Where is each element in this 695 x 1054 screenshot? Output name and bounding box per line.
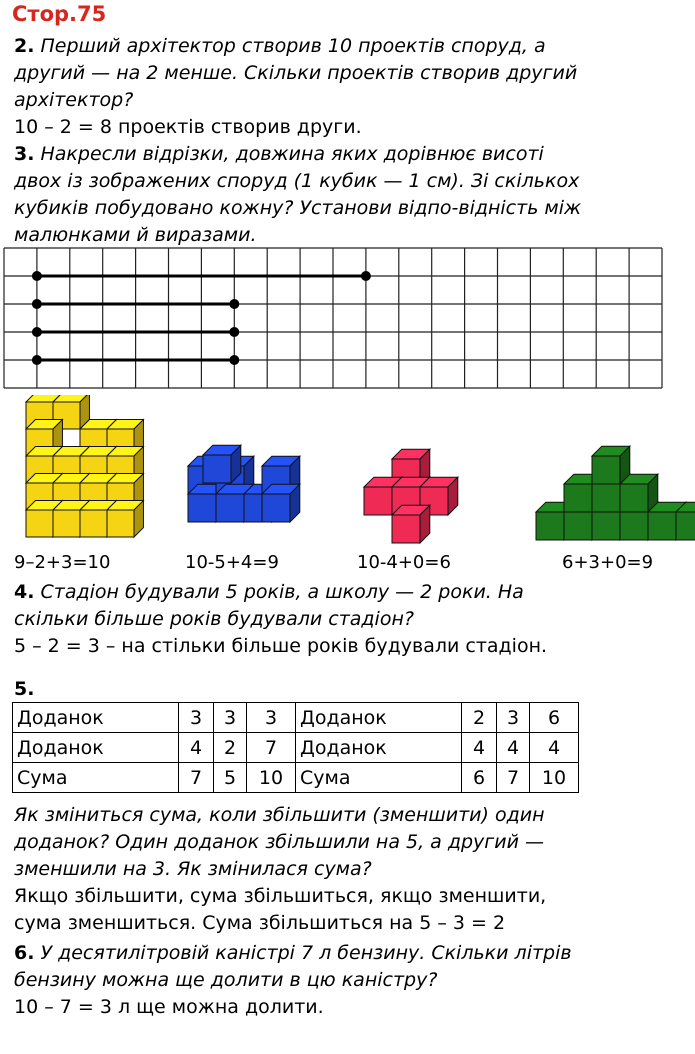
table-cell: 7	[179, 763, 214, 793]
cube-front	[107, 510, 134, 537]
task3-number: 3.	[14, 143, 35, 165]
table-cell: 5	[214, 763, 247, 793]
cube-front	[188, 494, 216, 522]
cube-front	[80, 510, 107, 537]
cube-front	[592, 456, 620, 484]
segment-endpoint	[229, 299, 239, 309]
task2-answer: 10 – 2 = 8 проектів створив други.	[14, 116, 362, 138]
task5-question3: зменшили на 3. Як змінилася сума?	[14, 858, 372, 880]
expression-2: 10-5+4=9	[185, 552, 279, 573]
cube-front	[53, 510, 80, 537]
task5-answer2: сума зменшиться. Сума збільшиться на 5 – 3 = 2	[14, 912, 506, 934]
task5-question2: доданок? Один доданок збільшили на 5, а другий —	[14, 831, 545, 853]
task6-line1	[14, 941, 572, 965]
task2-line2: другий — на 2 менше. Скільки проектів створив другий	[14, 62, 578, 84]
task2-line3: архітектор?	[14, 89, 134, 111]
sum-table	[12, 702, 579, 793]
segment-endpoint	[32, 271, 42, 281]
task6-text1: У десятилітровій каністрі 7 л бензину. Скільки літрів	[34, 942, 572, 964]
segment-endpoint	[361, 271, 371, 281]
cube-front	[648, 512, 676, 540]
cube-front	[676, 512, 695, 540]
task3-text1: Накресли відрізки, довжина яких дорівнює висоті	[34, 143, 544, 165]
task5-answer1: Якщо збільшити, сума збільшиться, якщо зменшити,	[14, 885, 547, 907]
segment-endpoint	[32, 327, 42, 337]
table-cell: Сума	[13, 763, 179, 793]
task2-number: 2.	[14, 35, 35, 57]
task6-number: 6.	[14, 942, 35, 964]
table-cell: 3	[179, 703, 214, 733]
cube-front	[364, 487, 392, 515]
cube-front	[262, 494, 290, 522]
table-cell: 2	[214, 733, 247, 763]
cube-front	[216, 494, 244, 522]
table-cell: 4	[497, 733, 530, 763]
task4-text1: Стадіон будували 5 років, а школу — 2 роки. На	[34, 581, 524, 603]
task4-number: 4.	[14, 581, 35, 603]
table-cell: 4	[179, 733, 214, 763]
task6-line2: бензину можна ще долити в цю каністру?	[14, 969, 438, 991]
cube-front	[620, 484, 648, 512]
table-row	[13, 703, 579, 733]
table-cell: Сума	[296, 763, 462, 793]
task6-answer: 10 – 7 = 3 л ще можна долити.	[14, 996, 324, 1018]
segment-endpoint	[229, 327, 239, 337]
table-cell: 7	[497, 763, 530, 793]
segment-endpoint	[32, 355, 42, 365]
table-cell: 4	[462, 733, 497, 763]
table-cell: 10	[247, 763, 296, 793]
table-cell: 2	[462, 703, 497, 733]
green-building	[536, 446, 695, 540]
cube-front	[564, 484, 592, 512]
table-cell: 7	[247, 733, 296, 763]
task3-line3: кубиків побудовано кожну? Установи відпо-відність між	[14, 197, 582, 219]
task3-line2: двох із зображених споруд (1 кубик — 1 см). Зі скількох	[14, 170, 580, 192]
cube-front	[620, 512, 648, 540]
table-cell: Доданок	[13, 703, 179, 733]
cube-buildings	[0, 395, 695, 555]
task3-line4: малюнками й виразами.	[14, 224, 257, 246]
cube-front	[536, 512, 564, 540]
grid-lines	[4, 248, 662, 388]
task5-question1: Як зміниться сума, коли збільшити (зменшити) один	[14, 804, 545, 826]
expression-1: 9–2+3=10	[14, 552, 111, 573]
table-cell: Доданок	[13, 733, 179, 763]
segment-endpoint	[32, 299, 42, 309]
task5-number: 5.	[14, 678, 35, 700]
task4-line2: скільки більше років будували стадіон?	[14, 608, 414, 630]
table-row	[13, 733, 579, 763]
table-cell: Доданок	[296, 703, 462, 733]
cube-front	[26, 510, 53, 537]
table-cell: 3	[247, 703, 296, 733]
table-cell: 4	[530, 733, 579, 763]
table-cell: 3	[214, 703, 247, 733]
cube-front	[203, 455, 231, 483]
expression-3: 10-4+0=6	[357, 552, 451, 573]
red-building	[364, 449, 458, 543]
table-cell: 6	[530, 703, 579, 733]
cube-front	[592, 512, 620, 540]
segment-endpoint	[229, 355, 239, 365]
table-cell: 6	[462, 763, 497, 793]
task2-text1: Перший архітектор створив 10 проектів споруд, а	[34, 35, 546, 57]
cube-front	[564, 512, 592, 540]
task4-answer: 5 – 2 = 3 – на стільки більше років будували стадіон.	[14, 635, 548, 657]
table-row	[13, 763, 579, 793]
yellow-building	[26, 395, 143, 537]
expression-4: 6+3+0=9	[562, 552, 654, 573]
table-cell: 10	[530, 763, 579, 793]
cube-front	[392, 515, 420, 543]
table-cell: 3	[497, 703, 530, 733]
page-title: Стор.75	[12, 2, 107, 26]
table-cell: Доданок	[296, 733, 462, 763]
blue-building	[188, 445, 300, 522]
cube-front	[592, 484, 620, 512]
task4-line1	[14, 580, 524, 604]
